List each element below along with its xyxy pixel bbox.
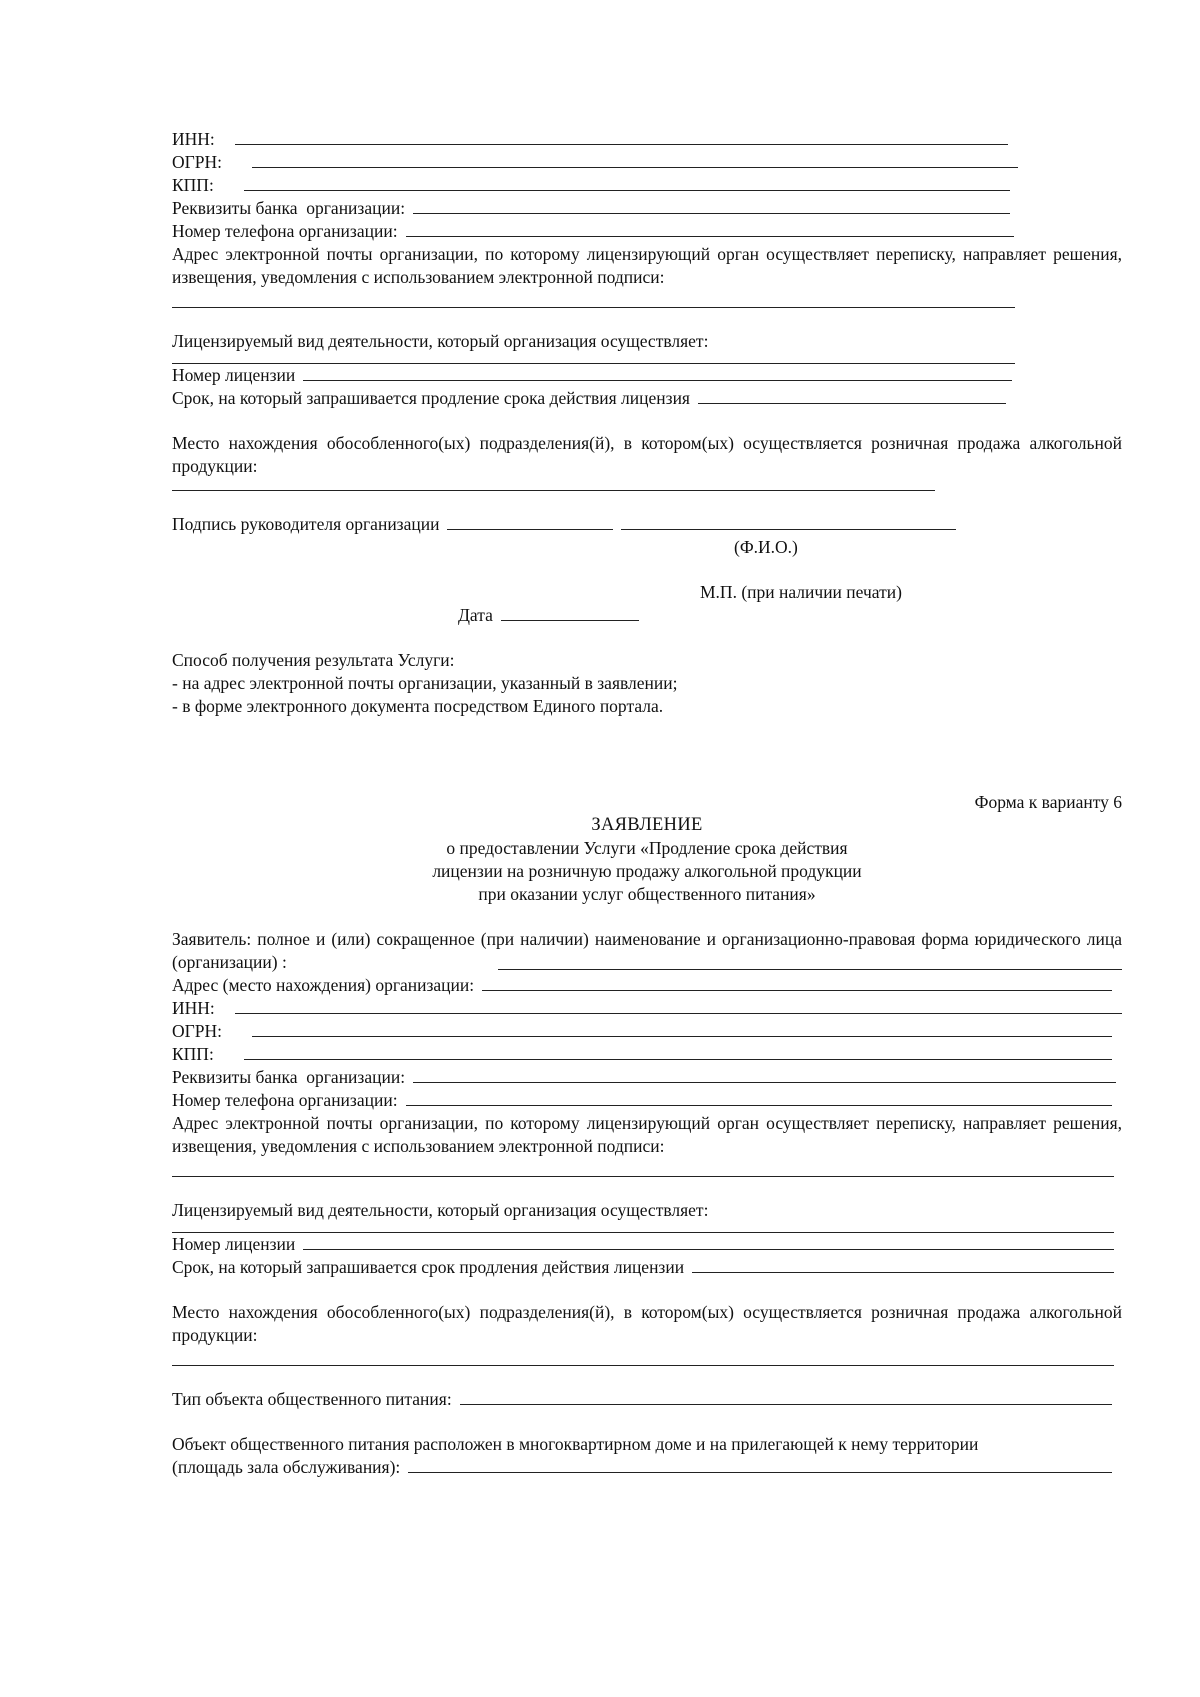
location-text: Место нахождения обособленного(ых) подразделения(й), в котором(ых) осуществляется розничная продажа алкогольной продукции:	[172, 433, 1122, 476]
kpp-field[interactable]	[244, 175, 1010, 191]
date-label: Дата	[458, 605, 493, 625]
phone-label-2: Номер телефона организации:	[172, 1090, 398, 1110]
inn-label: ИНН:	[172, 129, 215, 149]
date-row	[172, 604, 1122, 627]
license-number-label-2: Номер лицензии	[172, 1234, 296, 1254]
inn-field-2[interactable]	[235, 998, 1122, 1014]
stamp-label: М.П. (при наличии печати)	[700, 582, 902, 602]
ogrn-label-2: ОГРН:	[172, 1021, 222, 1041]
activity-label: Лицензируемый вид деятельности, который организация осуществляет:	[172, 331, 709, 351]
signature-label: Подпись руководителя организации	[172, 514, 440, 534]
applicant-text	[172, 928, 1122, 974]
hall-area-field[interactable]	[408, 1457, 1112, 1473]
license-number-row-2	[172, 1233, 1114, 1256]
bank-label-2: Реквизиты банка организации:	[172, 1067, 406, 1087]
inn-row	[172, 128, 1008, 151]
catering-type-row	[172, 1388, 1112, 1411]
address-label: Адрес (место нахождения) организации:	[172, 975, 475, 995]
term-label: Срок, на который запрашивается продление срока действия лицензия	[172, 388, 690, 408]
address-field[interactable]	[482, 975, 1112, 991]
location-field[interactable]	[172, 478, 935, 491]
activity-field[interactable]	[172, 353, 1015, 364]
applicant-field[interactable]	[498, 969, 1122, 970]
subtitle-line: о предоставлении Услуги «Продление срока действия	[446, 838, 848, 858]
catering-location-text: Объект общественного питания расположен в многоквартирном доме и на прилегающей к нему территории	[172, 1434, 979, 1454]
catering-type-label: Тип объекта общественного питания:	[172, 1389, 452, 1409]
bank-row-2	[172, 1066, 1116, 1089]
phone-row	[172, 220, 1014, 243]
document-page	[172, 128, 1122, 1479]
hall-area-label: (площадь зала обслуживания):	[172, 1457, 401, 1477]
phone-label: Номер телефона организации:	[172, 221, 398, 241]
fio-row	[172, 536, 1122, 559]
email-text-2: Адрес электронной почты организации, по которому лицензирующий орган осуществляет переписку, направляет решения, извещения, уведомления с использованием электронной подписи:	[172, 1113, 1122, 1156]
fio-field[interactable]	[621, 514, 956, 530]
activity-label-2: Лицензируемый вид деятельности, который организация осуществляет:	[172, 1200, 709, 1220]
method-title: Способ получения результата Услуги:	[172, 650, 455, 670]
stamp-row	[172, 581, 1122, 604]
license-number-field[interactable]	[303, 365, 1012, 381]
ogrn-row-2	[172, 1020, 1112, 1043]
kpp-label: КПП:	[172, 175, 214, 195]
ogrn-field[interactable]	[252, 152, 1018, 168]
form-reference: Форма к варианту 6	[974, 792, 1122, 812]
license-number-field-2[interactable]	[303, 1234, 1114, 1250]
bank-field[interactable]	[413, 198, 1010, 214]
signature-field[interactable]	[447, 514, 613, 530]
inn-label-2: ИНН:	[172, 998, 215, 1018]
subtitle-line: лицензии на розничную продажу алкогольной продукции	[432, 861, 862, 881]
term-field-2[interactable]	[692, 1257, 1114, 1273]
signature-row	[172, 513, 956, 536]
license-number-row	[172, 364, 1012, 387]
activity-field-2[interactable]	[172, 1222, 1114, 1233]
fio-label: (Ф.И.О.)	[734, 537, 798, 557]
kpp-row-2	[172, 1043, 1112, 1066]
bank-field-2[interactable]	[413, 1067, 1116, 1083]
catering-type-field[interactable]	[460, 1389, 1112, 1405]
email-text: Адрес электронной почты организации, по которому лицензирующий орган осуществляет переписку, направляет решения, извещения, уведомления с использованием электронной подписи:	[172, 244, 1122, 287]
ogrn-label: ОГРН:	[172, 152, 222, 172]
license-number-label: Номер лицензии	[172, 365, 296, 385]
phone-field[interactable]	[406, 221, 1014, 237]
inn-field[interactable]	[235, 129, 1008, 145]
phone-field-2[interactable]	[406, 1090, 1112, 1106]
kpp-label-2: КПП:	[172, 1044, 214, 1064]
term-row-2	[172, 1256, 1114, 1279]
address-row	[172, 974, 1112, 997]
term-field[interactable]	[698, 388, 1006, 404]
method-item: - в форме электронного документа посредством Единого портала.	[172, 696, 664, 716]
phone-row-2	[172, 1089, 1112, 1112]
email-field[interactable]	[172, 289, 1015, 308]
method-item: - на адрес электронной почты организации, указанный в заявлении;	[172, 673, 678, 693]
bank-row	[172, 197, 1010, 220]
hall-area-row	[172, 1456, 1112, 1479]
kpp-field-2[interactable]	[244, 1044, 1112, 1060]
date-field[interactable]	[501, 605, 639, 621]
location-text-2: Место нахождения обособленного(ых) подразделения(й), в котором(ых) осуществляется розничная продажа алкогольной продукции:	[172, 1302, 1122, 1345]
bank-label: Реквизиты банка организации:	[172, 198, 406, 218]
location-field-2[interactable]	[172, 1347, 1114, 1366]
subtitle-line: при оказании услуг общественного питания»	[478, 884, 816, 904]
ogrn-row	[172, 151, 1018, 174]
applicant-label: Заявитель: полное и (или) сокращенное (при наличии) наименование и организационно-правовая форма юридического лица (организации) :	[172, 929, 1122, 972]
kpp-row	[172, 174, 1010, 197]
inn-row-2	[172, 997, 1122, 1020]
term-label-2: Срок, на который запрашивается срок продления действия лицензии	[172, 1257, 685, 1277]
document-title: ЗАЯВЛЕНИЕ	[591, 815, 703, 835]
ogrn-field-2[interactable]	[252, 1021, 1112, 1037]
term-row	[172, 387, 1006, 410]
email-field-2[interactable]	[172, 1158, 1114, 1177]
